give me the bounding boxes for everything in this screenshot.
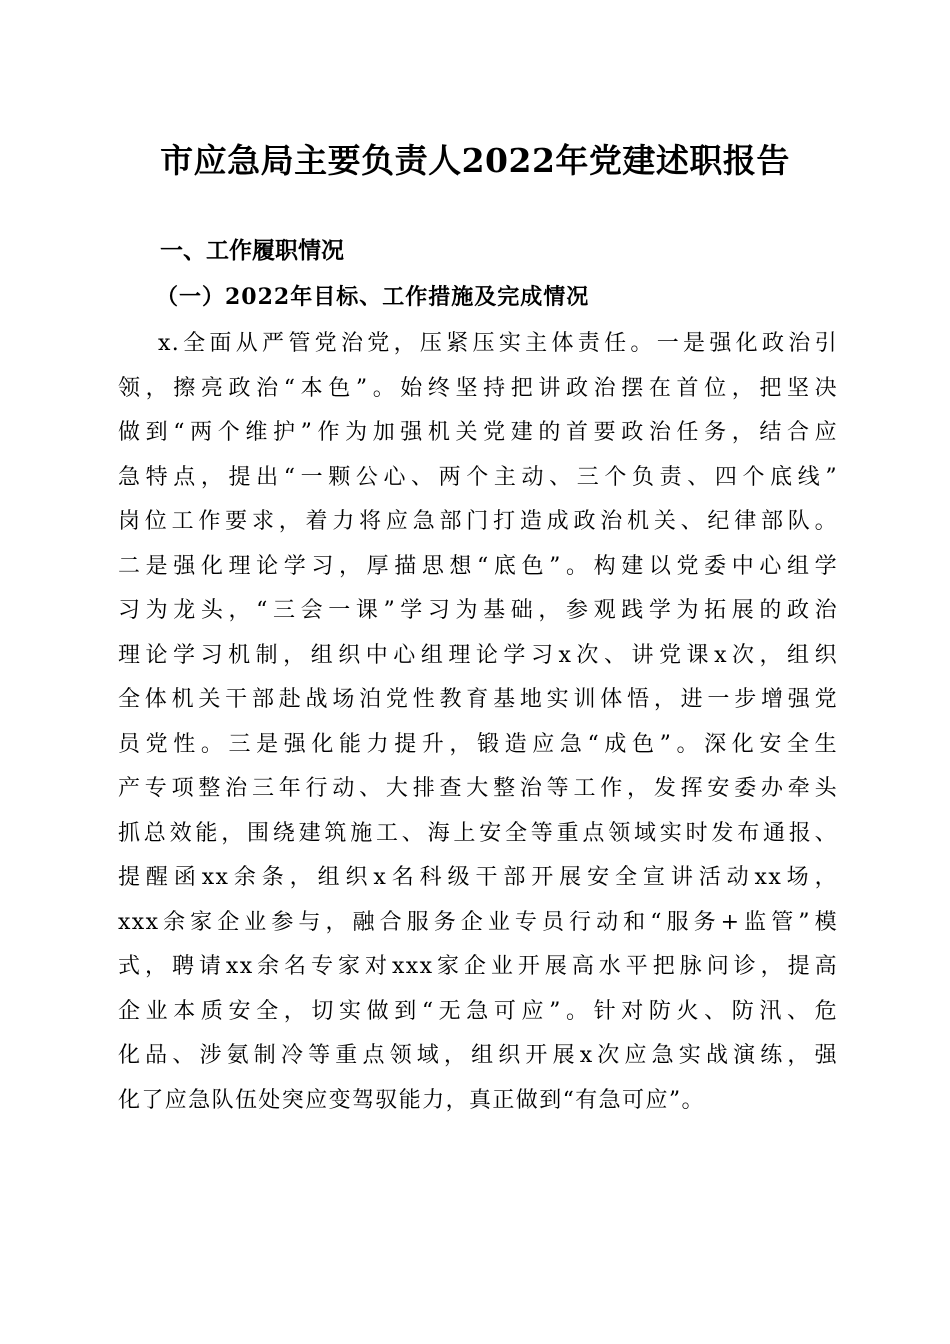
- paragraph-line: x.全面从严管党治党，压紧压实主体责任。一是强化政治引: [158, 331, 838, 356]
- paragraph-line: 全体机关干部赴战场泊党性教育基地实训体悟，进一步增强党: [118, 687, 838, 712]
- paragraph-line: 急特点，提出“一颗公心、两个主动、三个负责、四个底线”: [118, 464, 838, 490]
- paragraph-line: 二是强化理论学习，厚描思想“底色”。构建以党委中心组学: [118, 553, 838, 579]
- paragraph-line: 岗位工作要求，着力将应急部门打造成政治机关、纪律部队。: [118, 509, 838, 534]
- paragraph-line: 化了应急队伍处突应变驾驭能力，真正做到“有急可应”。: [118, 1087, 705, 1113]
- paragraph-line: 理论学习机制，组织中心组理论学习x次、讲党课x次，组织: [118, 642, 838, 668]
- paragraph-line: 习为龙头，“三会一课”学习为基础，参观践学为拓展的政治: [118, 598, 838, 623]
- section-heading: 一、工作履职情况: [160, 238, 344, 264]
- paragraph-line: 做到“两个维护”作为加强机关党建的首要政治任务，结合应: [118, 420, 838, 445]
- paragraph-line: 领，擦亮政治“本色”。始终坚持把讲政治摆在首位，把坚决: [118, 375, 838, 401]
- paragraph-line: 企业本质安全，切实做到“无急可应”。针对防火、防汛、危: [118, 998, 838, 1024]
- paragraph-line: xxx余家企业参与，融合服务企业专员行动和“服务+监管”模: [118, 909, 838, 935]
- paragraph-line: 员党性。三是强化能力提升，锻造应急“成色”。深化安全生: [118, 731, 838, 757]
- subsection-heading: （一）2022年目标、工作措施及完成情况: [156, 284, 590, 310]
- body-paragraph: [118, 322, 838, 1123]
- paragraph-line: 抓总效能，围绕建筑施工、海上安全等重点领域实时发布通报、: [118, 820, 838, 846]
- paragraph-line: 化品、涉氨制冷等重点领域，组织开展x次应急实战演练，强: [118, 1043, 838, 1068]
- paragraph-line: 提醒函xx余条，组织x名科级干部开展安全宣讲活动xx场，: [118, 865, 838, 890]
- paragraph-line: 产专项整治三年行动、大排查大整治等工作，发挥安委办牵头: [118, 776, 838, 801]
- paragraph-line: 式，聘请xx余名专家对xxx家企业开展高水平把脉问诊，提高: [118, 954, 838, 979]
- document-title: 市应急局主要负责人2022年党建述职报告: [160, 141, 790, 180]
